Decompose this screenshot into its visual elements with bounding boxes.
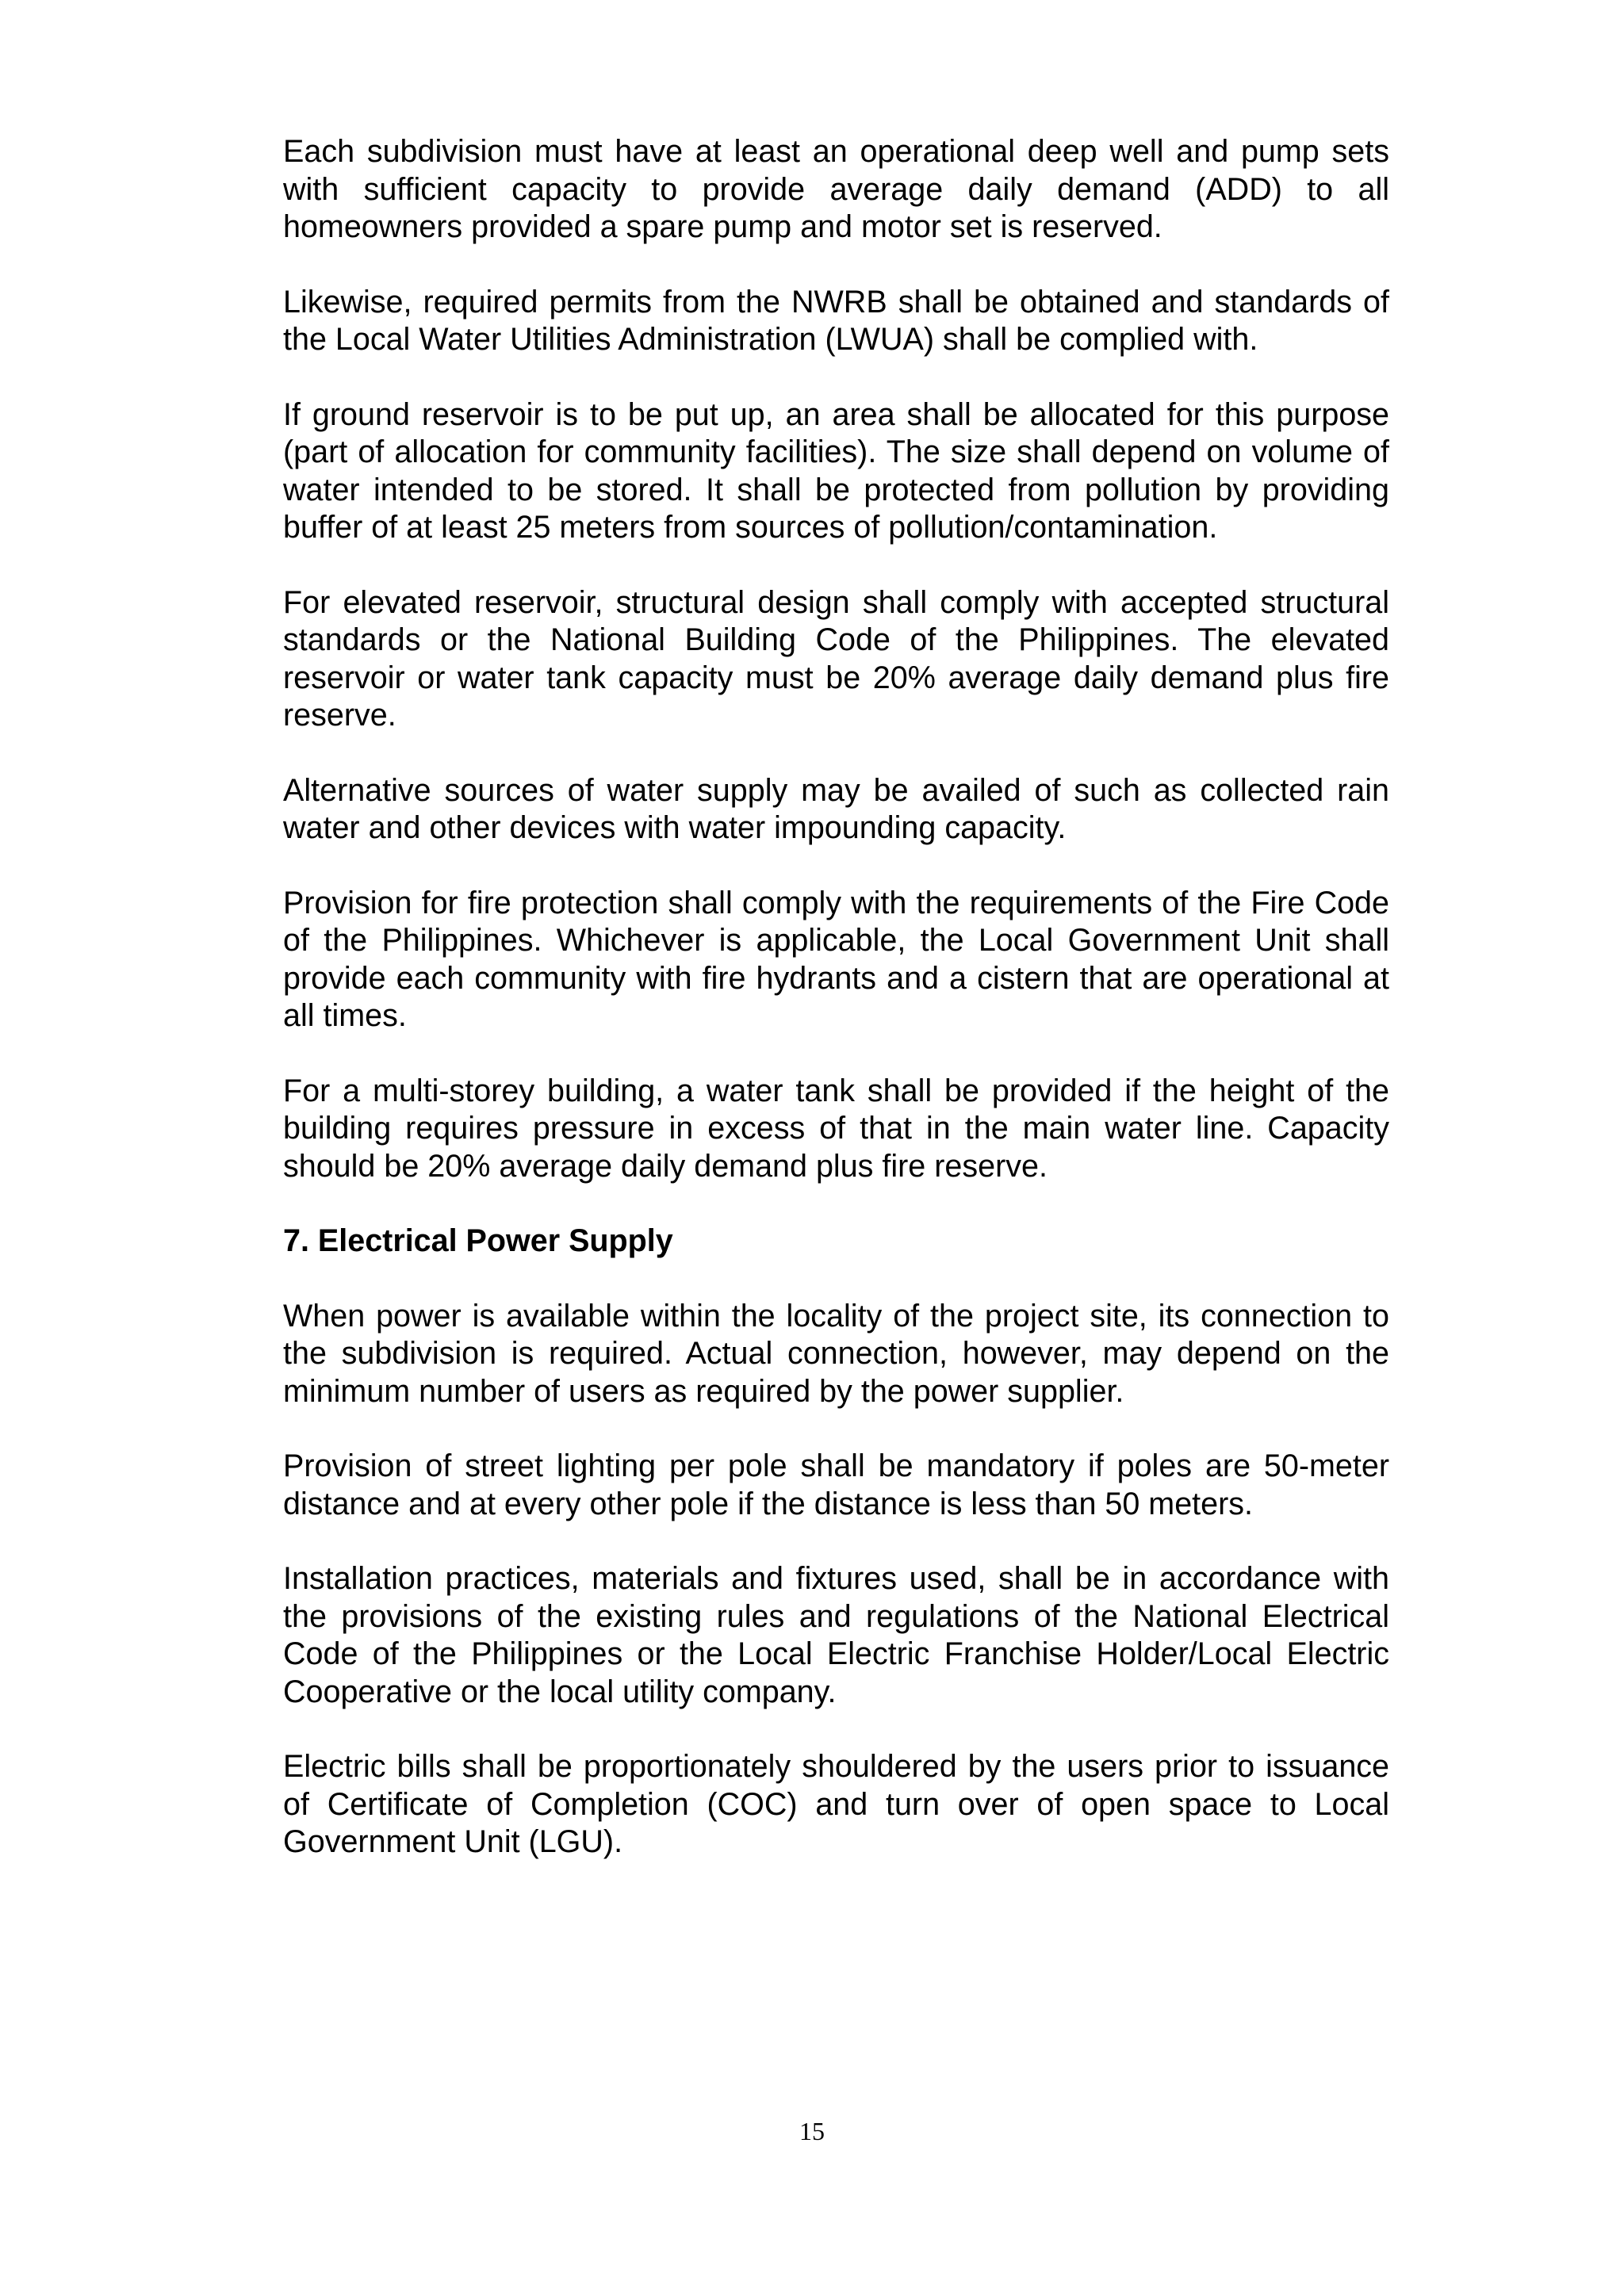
document-body: [283, 133, 1389, 1899]
section-heading: 7. Electrical Power Supply: [283, 1223, 673, 1258]
paragraph-permits: Likewise, required permits from the NWRB shall be obtained and standards of the Local Water Utilities Administration (LWUA) shall be complied with.: [283, 284, 1389, 357]
page-number: 15: [799, 2117, 825, 2145]
paragraph-street-lighting: Provision of street lighting per pole shall be mandatory if poles are 50-meter distance and at every other pole if the distance is less than 50 meters.: [283, 1448, 1389, 1521]
paragraph-ground-reservoir: If ground reservoir is to be put up, an area shall be allocated for this purpose (part of allocation for community facilities). The size shall depend on volume of water intended to be stored. It shall be protected from pollution by providing buffer of at least 25 meters from sources of pollution/contamination.: [283, 396, 1389, 545]
paragraph-fire-protection: Provision for fire protection shall comply with the requirements of the Fire Code of the Philippines. Whichever is applicable, the Local Government Unit shall provide each community with fire hydrants and a cistern that are operational at all times.: [283, 885, 1389, 1033]
paragraph-power-connection: When power is available within the locality of the project site, its connection to the subdivision is required. Actual connection, however, may depend on the minimum number of users as required by the power supplier.: [283, 1298, 1389, 1409]
paragraph-elevated-reservoir: For elevated reservoir, structural design shall comply with accepted structural standards or the National Building Code of the Philippines. The elevated reservoir or water tank capacity must be 20% average daily demand plus fire reserve.: [283, 584, 1389, 733]
paragraph-electric-bills: Electric bills shall be proportionately shouldered by the users prior to issuance of Certificate of Completion (COC) and turn over of open space to Local Government Unit (LGU).: [283, 1749, 1389, 1859]
paragraph-multi-storey: For a multi-storey building, a water tank shall be provided if the height of the building requires pressure in excess of that in the main water line. Capacity should be 20% average daily demand plus fire reserve.: [283, 1073, 1389, 1184]
paragraph-deep-well: Each subdivision must have at least an operational deep well and pump sets with sufficient capacity to provide average daily demand (ADD) to all homeowners provided a spare pump and motor set is reserved.: [283, 134, 1389, 244]
paragraph-alternative-sources: Alternative sources of water supply may be availed of such as collected rain water and other devices with water impounding capacity.: [283, 772, 1389, 845]
paragraph-installation: Installation practices, materials and fixtures used, shall be in accordance with the provisions of the existing rules and regulations of the National Electrical Code of the Philippines or the Local Electric Franchise Holder/Local Electric Cooperative or the local utility company.: [283, 1561, 1389, 1709]
